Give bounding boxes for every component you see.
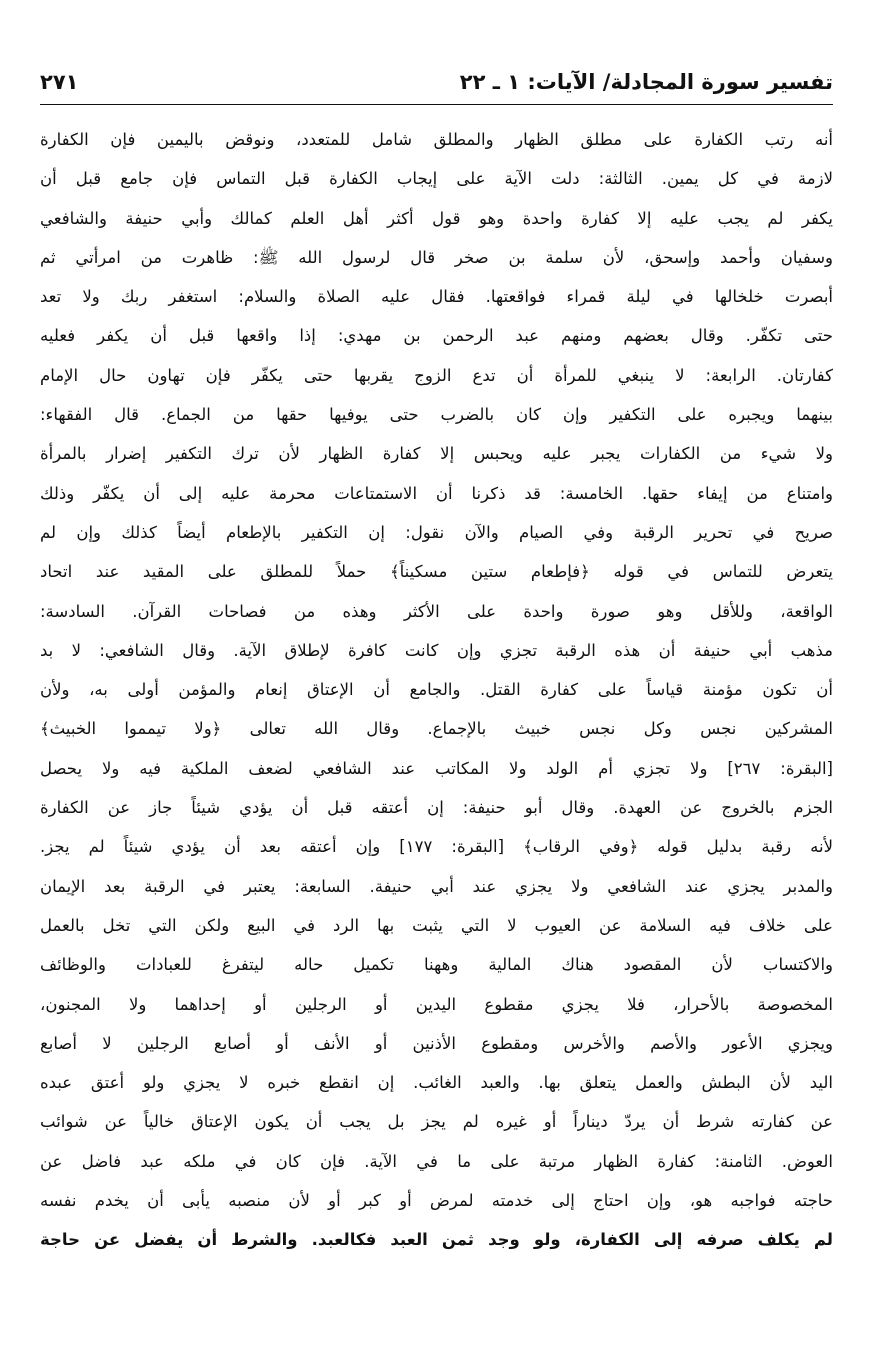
- text-line: لأنه رقبة بدليل قوله ﴿وفي الرقاب﴾ [البقرة: ١٧٧] وإن أعتقه بعد أن يؤدي شيئاً لم يجز.: [40, 837, 833, 857]
- text-line: المشركين نجس وكل نجس خبيث بالإجماع. وقال الله تعالى ﴿ولا تيمموا الخبيث﴾: [40, 719, 833, 739]
- text-line: أبصرت خلخالها في ليلة قمراء فواقعتها. فقال عليه الصلاة والسلام: استغفر ربك ولا تعد: [40, 287, 833, 307]
- text-line: عن كفارته شرط أن يردّ ديناراً أو غيره لم يجز بل يجب أن يكون الإعتاق خالياً عن شوائب: [40, 1112, 833, 1132]
- text-line: والمدبر يجزي عند الشافعي ولا يجزي عند أبي حنيفة. السابعة: يعتبر في الرقبة بعد الإيمان: [40, 876, 833, 896]
- text-line: يتعرض للتماس في قوله ﴿فإطعام ستين مسكيناً﴾ حملاً للمطلق على المقيد عند اتحاد: [40, 562, 833, 582]
- text-line: ولا شيء من الكفارات يجبر عليه ويحبس إلا كفارة الظهار لأن ترك التكفير إضرار بالمرأة: [40, 444, 833, 464]
- text-line: الواقعة، وللأقل وهو صورة واحدة على الأكثر وهذه من فصاحات القرآن. السادسة:: [40, 601, 833, 621]
- text-line: والاكتساب لأن المقصود هناك المالية وههنا تكميل حاله ليتفرغ للعبادات والوظائف: [40, 955, 833, 975]
- text-line: أنه رتب الكفارة على مطلق الظهار والمطلق شامل للمتعدد، ونوقض باليمين فإن الكفارة: [40, 130, 833, 149]
- text-line: الجزم بالخروج عن العهدة. وقال أبو حنيفة: إن أعتقه قبل أن يؤدي شيئاً جاز عن الكفارة: [40, 798, 833, 818]
- text-line: ويجزي الأعور والأصم والأخرس ومقطوع الأذنين أو الأنف أو أصابع الرجلين لا أصابع: [40, 1033, 833, 1053]
- text-line: لازمة في كل يمين. الثالثة: دلت الآية على إيجاب الكفارة قبل التماس فإن جامع قبل أن: [40, 169, 833, 189]
- text-line: [البقرة: ٢٦٧] ولا تجزي أم الولد ولا المكاتب عند الشافعي لضعف الملكية فيه ولا يحصل: [40, 758, 833, 778]
- text-line: لم يكلف صرفه إلى الكفارة، ولو وجد ثمن العبد فكالعبد. والشرط أن يفضل عن حاجة: [40, 1230, 833, 1250]
- body-text: [40, 120, 833, 1260]
- text-line: كفارتان. الرابعة: لا ينبغي للمرأة أن تدع الزوج يقربها حتى يكفّر فإن تهاون حال الإمام: [40, 365, 833, 385]
- text-line: العوض. الثامنة: كفارة الظهار مرتبة على ما في الآية. فإن كان في ملكه عبد فاضل عن: [40, 1151, 833, 1171]
- header-rule: [40, 104, 833, 105]
- text-line: المخصوصة بالأحرار، فلا يجزي مقطوع اليدين أو الرجلين أو إحداهما ولا المجنون،: [40, 994, 833, 1014]
- text-line: أن تكون مؤمنة قياساً على كفارة القتل. والجامع أن الإعتاق إنعام والمؤمن أولى به، ولأن: [40, 680, 833, 700]
- text-line: اليد لأن البطش والعمل يتعلق بها. والعبد الغائب. إن انقطع خبره لا يجزي ولو أعتق عبده: [40, 1073, 833, 1093]
- text-line: صريح في تحرير الرقبة وفي الصيام والآن نقول: إن التكفير بالإطعام أيضاً كذلك وإن لم: [40, 522, 833, 542]
- page-header: [40, 66, 833, 100]
- text-line: حاجته فواجبه هو، وإن احتاج إلى خدمته لمرض أو كبر أو لأن منصبه يأبى أن يخدم نفسه: [40, 1191, 833, 1211]
- text-line: بينهما ويجبره على التكفير وإن كان بالضرب حتى يوفيها حقها من الجماع. قال الفقهاء:: [40, 405, 833, 425]
- text-line: وسفيان وأحمد وإسحق، لأن سلمة بن صخر قال لرسول الله ﷺ: ظاهرت من امرأتي ثم: [40, 247, 833, 267]
- page-number: ٢٧١: [40, 70, 79, 94]
- text-line: حتى تكفّر. وقال بعضهم ومنهم عبد الرحمن بن مهدي: إذا واقعها قبل أن يكفر فعليه: [40, 326, 833, 346]
- text-line: يكفر لم يجب عليه إلا كفارة واحدة وهو قول أكثر أهل العلم كمالك وأبي حنيفة والشافعي: [40, 208, 833, 228]
- running-title: تفسير سورة المجادلة/ الآيات: ١ ـ ٢٢: [459, 70, 833, 94]
- text-line: وامتناع من إيفاء حقها. الخامسة: قد ذكرنا أن الاستمتاعات محرمة عليه إلى أن يكفّر وذلك: [40, 483, 833, 503]
- text-line: على خلاف فيه السلامة عن العيوب لا التي يثبت بها الرد في البيع ولكن التي تخل بالعمل: [40, 915, 833, 935]
- text-line: مذهب أبي حنيفة أن هذه الرقبة تجزي وإن كانت كافرة لإطلاق الآية. وقال الشافعي: لا بد: [40, 640, 833, 660]
